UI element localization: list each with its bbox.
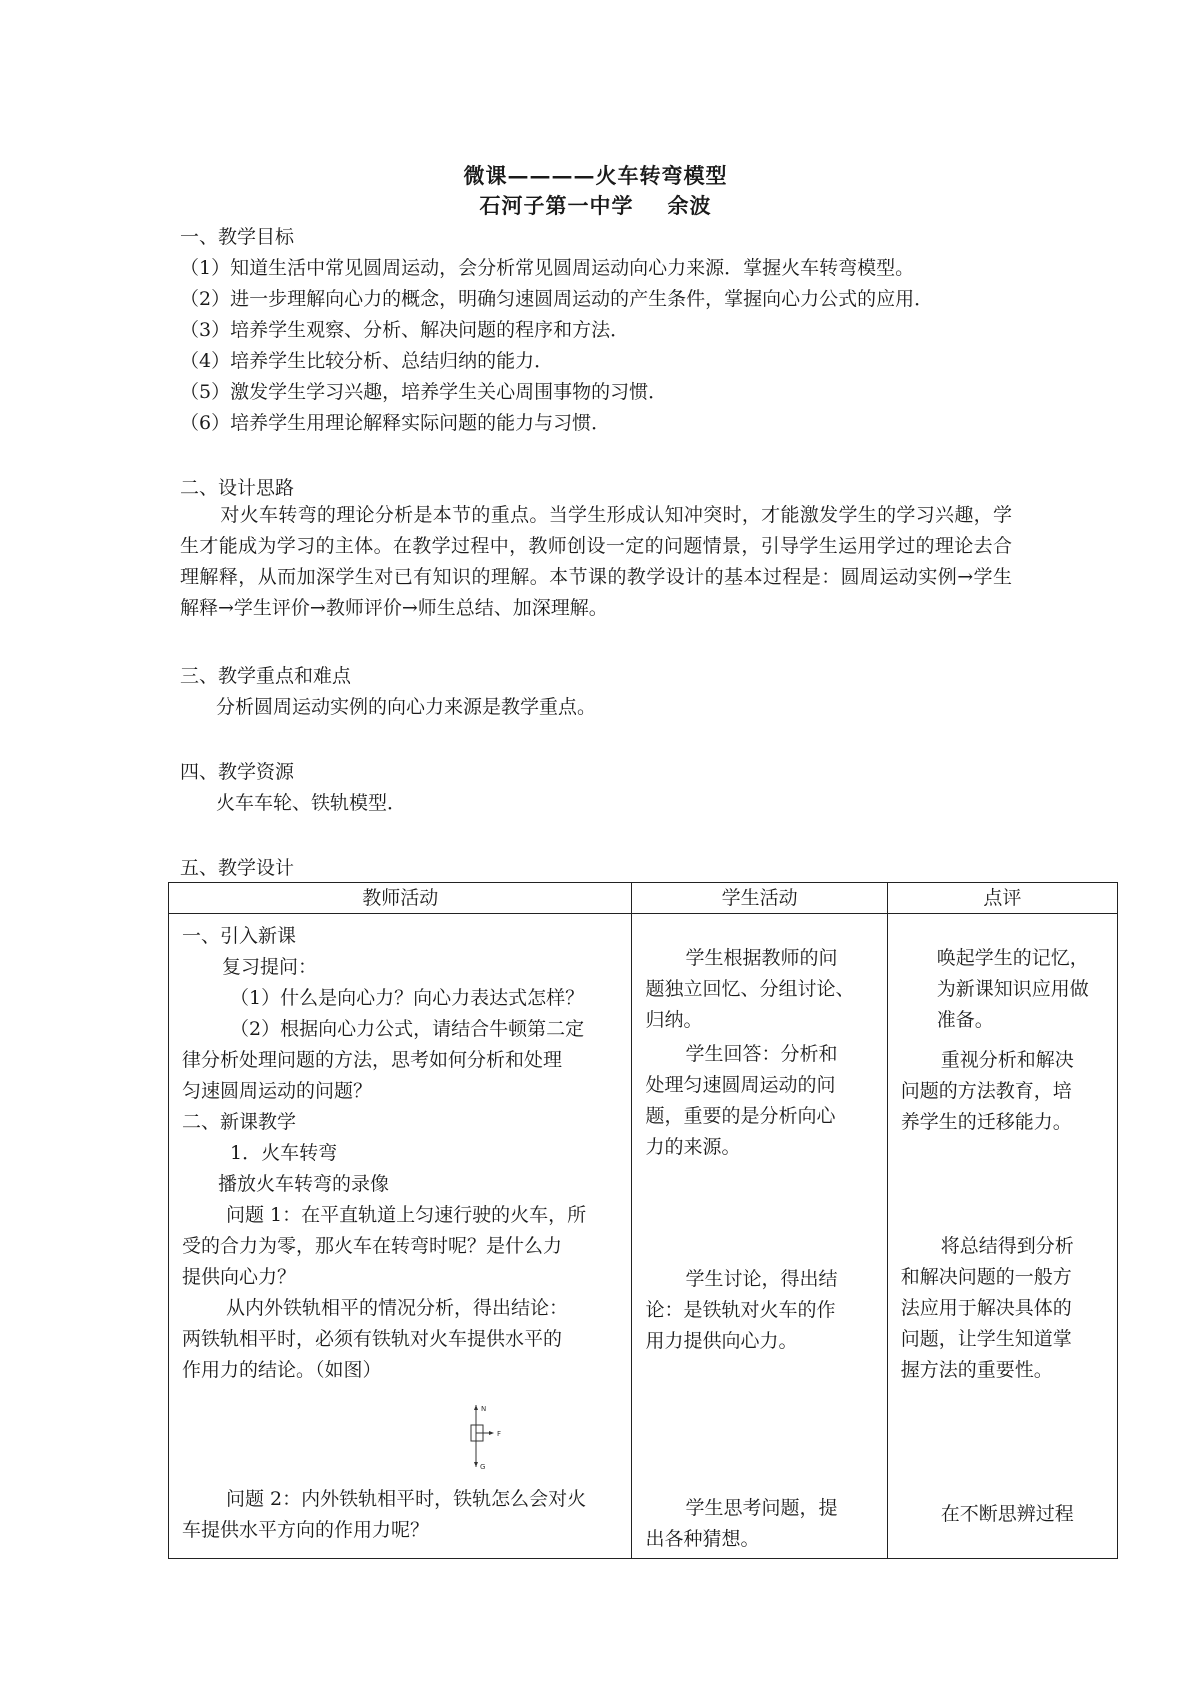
document-title: 微课————火车转弯模型: [463, 163, 728, 188]
section-heading-design: 五、教学设计: [180, 857, 295, 879]
student-line: 力的来源。: [645, 1136, 741, 1158]
design-idea-paragraph: [180, 500, 1012, 624]
student-line: 学生回答：分析和: [685, 1043, 838, 1065]
section-heading-goals: 一、教学目标: [180, 226, 295, 248]
teacher-line: 1．火车转弯: [230, 1142, 338, 1164]
comment-line: 问题，让学生知道掌: [900, 1328, 1072, 1350]
teacher-line: 提供向心力？: [182, 1266, 297, 1288]
diagram-arrow-n: [474, 1405, 478, 1410]
force-diagram: [466, 1401, 514, 1471]
student-line: 处理匀速圆周运动的问: [645, 1074, 836, 1096]
student-line: 题独立回忆、分组讨论、: [645, 978, 855, 1000]
diagram-label-f: F: [497, 1430, 502, 1438]
comment-line: 法应用于解决具体的: [900, 1297, 1072, 1319]
comment-line: 问题的方法教育，培: [900, 1080, 1072, 1102]
design-idea-text: 对火车转弯的理论分析是本节的重点。当学生形成认知冲突时，才能激发学生的学习兴趣，学生才能成为学习的主体。在教学过程中，教师创设一定的问题情景，引导学生运用学过的理论去合理解释，从而加深学生对已有知识的理解。本节课的教学设计的基本过程是：圆周运动实例→学生解释→学生评价→教师评价→师生总结、加深理解。: [180, 504, 1012, 619]
teacher-line: 两铁轨相平时，必须有铁轨对火车提供水平的: [182, 1328, 563, 1350]
section-heading-design-idea: 二、设计思路: [180, 477, 295, 499]
student-line: 论：是铁轨对火车的作: [645, 1299, 836, 1321]
comment-line: 为新课知识应用做: [936, 978, 1089, 1000]
comment-line: 养学生的迁移能力。: [900, 1111, 1072, 1133]
student-activity-cell: [632, 914, 887, 1559]
document-subtitle: [0, 190, 1191, 220]
comment-line: 唤起学生的记忆，: [936, 947, 1089, 969]
comment-line: 和解决问题的一般方: [900, 1266, 1072, 1288]
teacher-line: 从内外铁轨相平的情况分析，得出结论：: [226, 1297, 569, 1319]
resources-text: 火车车轮、铁轨模型．: [216, 792, 407, 814]
teacher-line: 车提供水平方向的作用力呢？: [182, 1519, 430, 1541]
student-line: 题，重要的是分析向心: [645, 1105, 836, 1127]
goal-item: （4）培养学生比较分析、总结归纳的能力．: [180, 350, 554, 372]
goal-item: （1）知道生活中常见圆周运动，会分析常见圆周运动向心力来源．掌握火车转弯模型。: [180, 257, 915, 279]
teacher-line: 作用力的结论。（如图）: [182, 1359, 382, 1381]
comment-cell: [887, 914, 1117, 1559]
teacher-line: 复习提问：: [222, 956, 318, 978]
diagram-arrow-g: [474, 1462, 478, 1467]
comment-line: 重视分析和解决: [940, 1049, 1074, 1071]
student-line: 学生根据教师的问: [685, 947, 838, 969]
section-heading-key-points: 三、教学重点和难点: [180, 665, 352, 687]
diagram-label-n: N: [481, 1405, 487, 1413]
teacher-line: 一、引入新课: [182, 925, 297, 947]
student-line: 学生思考问题，提: [685, 1497, 838, 1519]
teacher-line: 律分析处理问题的方法，思考如何分析和处理: [182, 1049, 563, 1071]
student-line: 学生讨论，得出结: [685, 1268, 838, 1290]
teacher-line: 二、新课教学: [182, 1111, 297, 1133]
student-line: 归纳。: [645, 1009, 703, 1031]
student-line: 用力提供向心力。: [645, 1330, 798, 1352]
goal-item: （2）进一步理解向心力的概念，明确匀速圆周运动的产生条件，掌握向心力公式的应用．: [180, 288, 934, 310]
comment-line: 握方法的重要性。: [900, 1359, 1053, 1381]
author-name: 余波: [667, 193, 712, 218]
teacher-line: 匀速圆周运动的问题？: [182, 1080, 373, 1102]
teacher-activity-cell: [169, 914, 632, 1559]
diagram-arrow-f: [489, 1431, 494, 1435]
comment-line: 准备。: [936, 1009, 994, 1031]
teacher-line: 受的合力为零，那火车在转弯时呢？是什么力: [182, 1235, 563, 1257]
teacher-line: 问题 2：内外铁轨相平时，铁轨怎么会对火: [226, 1488, 587, 1510]
comment-line: 将总结得到分析: [940, 1235, 1074, 1257]
table-row: [169, 914, 1118, 1559]
header-student-activity: 学生活动: [632, 883, 887, 914]
goal-item: （3）培养学生观察、分析、解决问题的程序和方法．: [180, 319, 630, 341]
goal-item: （6）培养学生用理论解释实际问题的能力与习惯．: [180, 412, 611, 434]
header-teacher-activity: 教师活动: [169, 883, 632, 914]
goal-item: （5）激发学生学习兴趣，培养学生关心周围事物的习惯．: [180, 381, 668, 403]
table-header-row: [169, 883, 1118, 914]
school-name: 石河子第一中学: [479, 193, 634, 218]
student-line: 出各种猜想。: [645, 1528, 760, 1550]
section-heading-resources: 四、教学资源: [180, 761, 295, 783]
teacher-line: 问题 1：在平直轨道上匀速行驶的火车，所: [226, 1204, 587, 1226]
teacher-line: 播放火车转弯的录像: [218, 1173, 390, 1195]
teacher-line: （2）根据向心力公式，请结合牛顿第二定: [230, 1018, 585, 1040]
comment-line: 在不断思辨过程: [940, 1503, 1074, 1525]
diagram-label-g: G: [480, 1463, 486, 1471]
teaching-design-table: [168, 882, 1118, 1559]
key-points-text: 分析圆周运动实例的向心力来源是教学重点。: [216, 696, 597, 718]
teacher-line: （1）什么是向心力？向心力表达式怎样？: [230, 987, 585, 1009]
header-comment: 点评: [887, 883, 1117, 914]
